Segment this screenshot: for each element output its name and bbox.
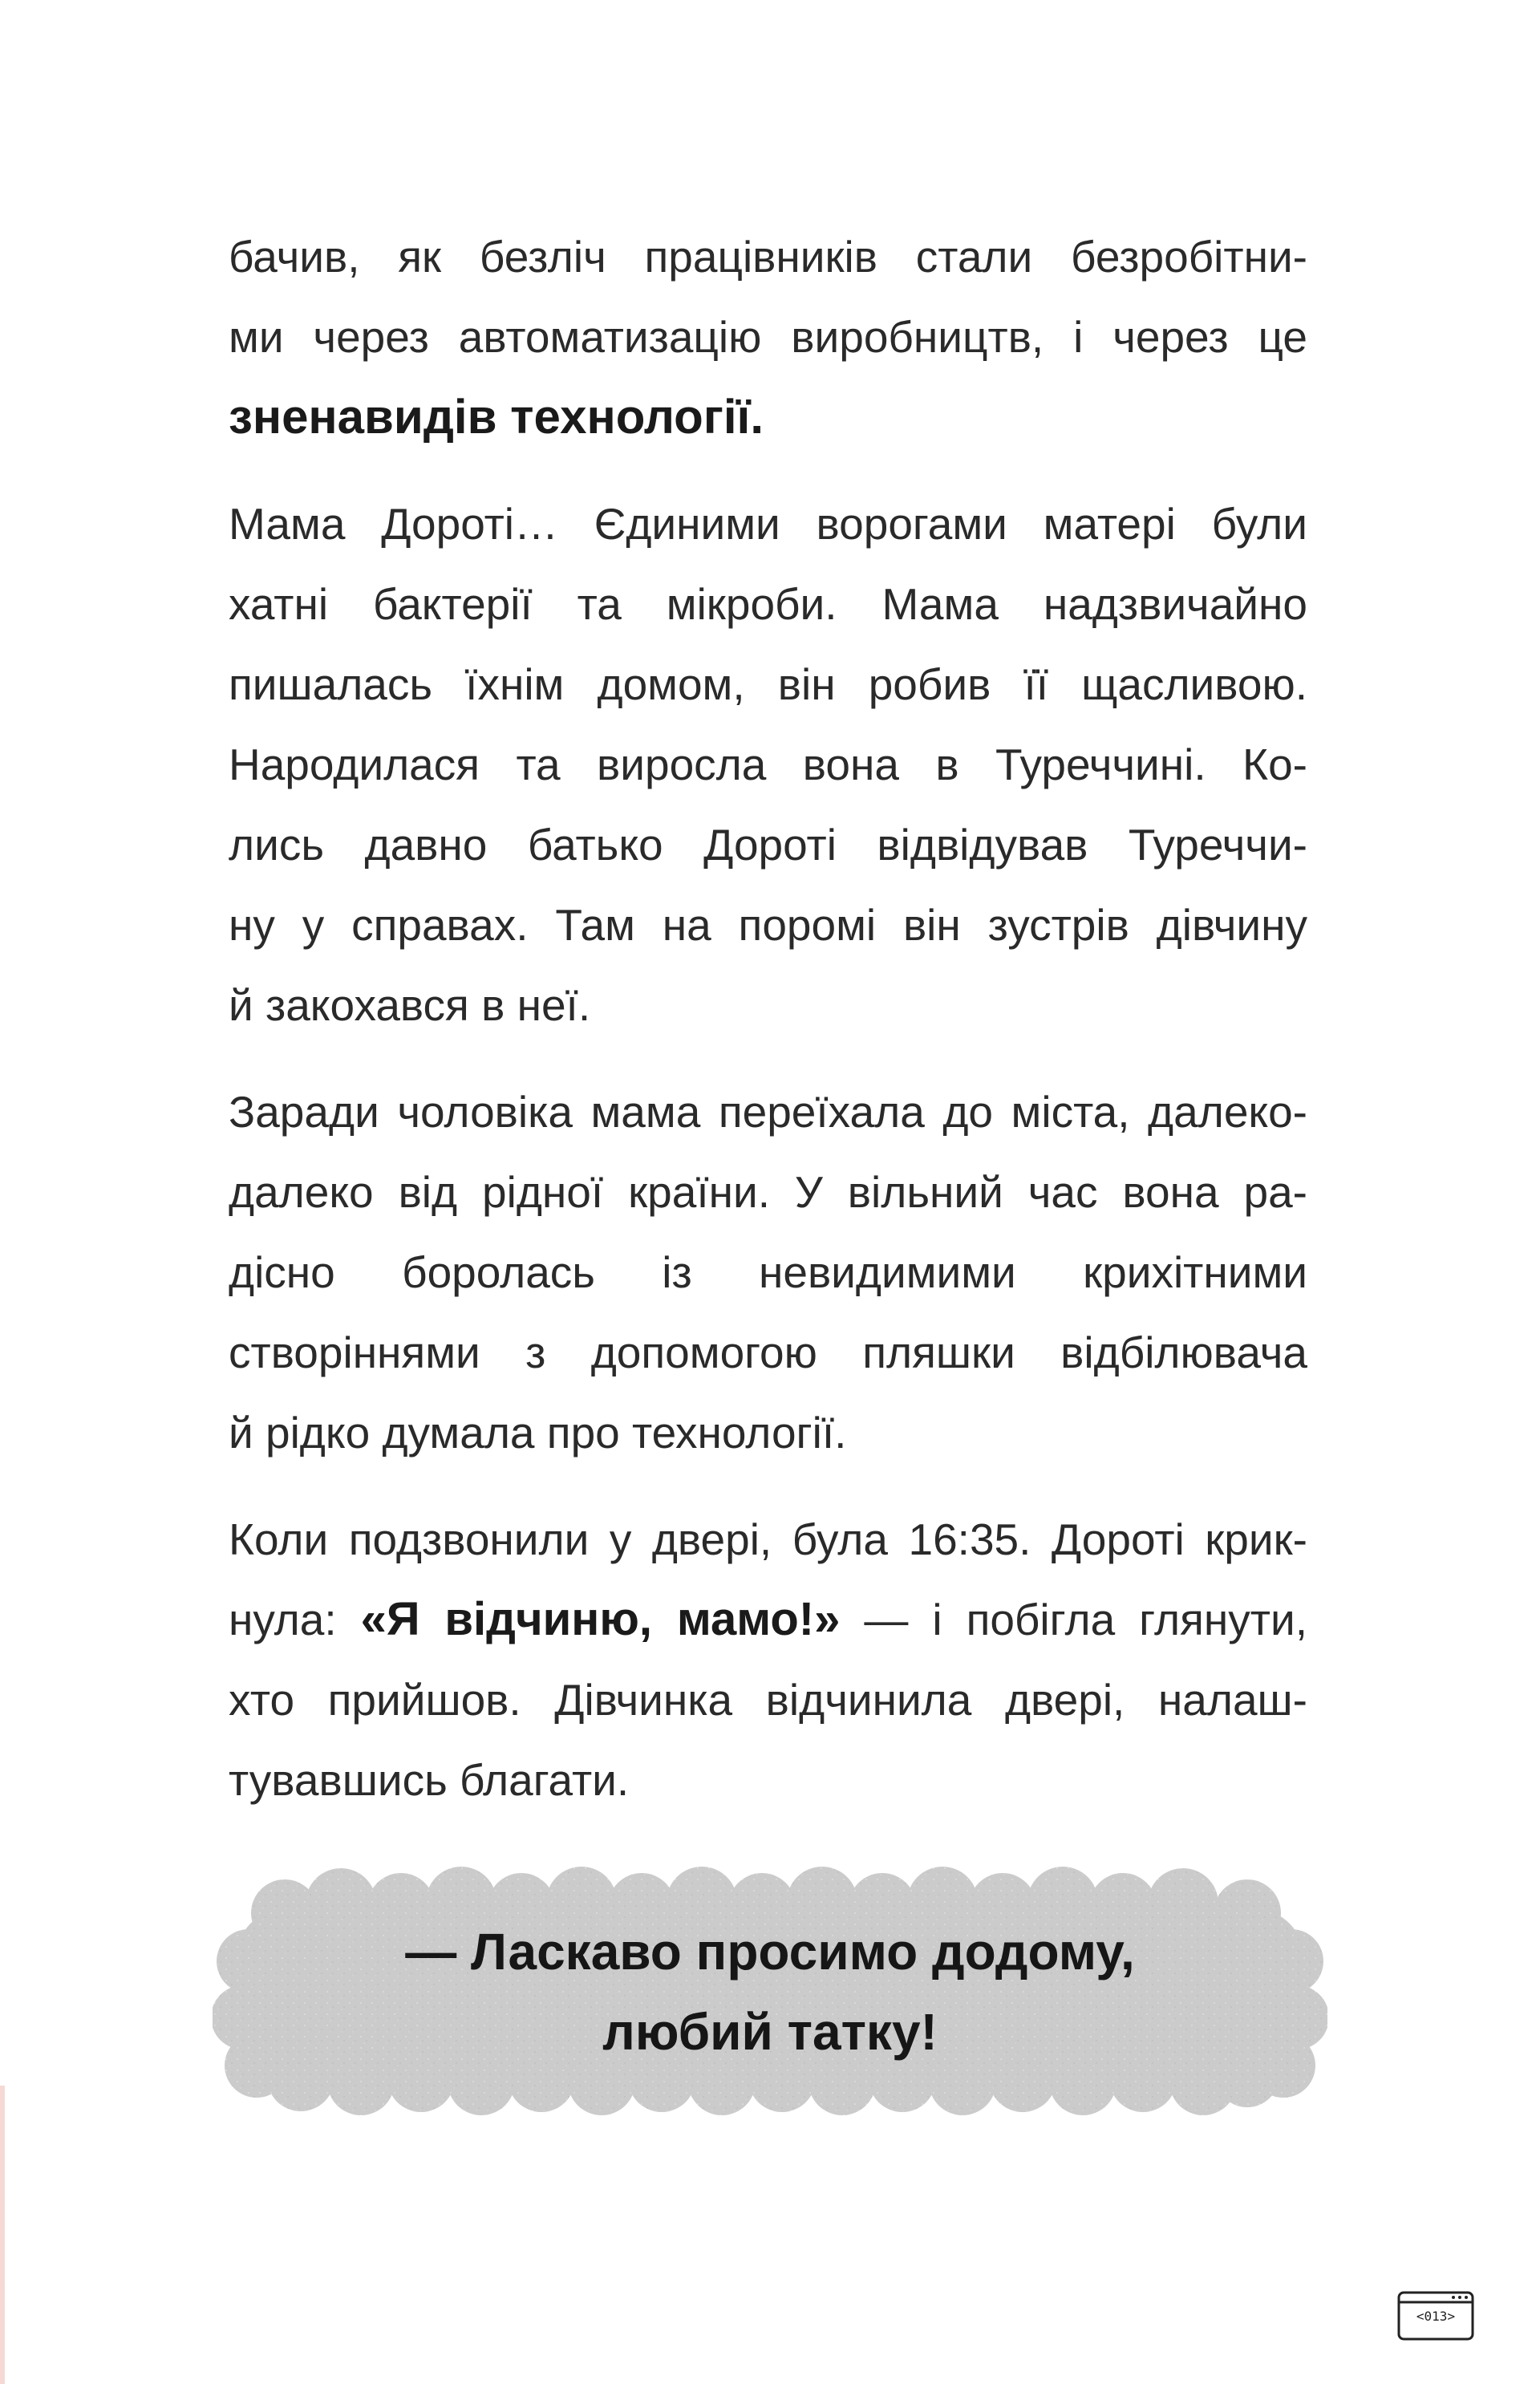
paragraph-1 xyxy=(229,217,1307,457)
text-line: хто прийшов. Дівчинка відчинила двері, налаш- xyxy=(229,1675,1307,1725)
paragraph-2 xyxy=(229,484,1307,1045)
quote-line: — Ласкаво просимо додому, xyxy=(405,1922,1135,1981)
text-line: Коли подзвонили у двері, була 16:35. Дороті крик- xyxy=(229,1514,1307,1564)
text-line: бачив, як безліч працівників стали безробітни- xyxy=(229,232,1307,282)
text-line: хатні бактерії та мікроби. Мама надзвичайно xyxy=(229,579,1307,629)
text-line: ми через автоматизацію виробництв, і через це xyxy=(229,312,1307,362)
page-edge-mark xyxy=(0,2086,5,2384)
page-number: <013> xyxy=(1416,2309,1456,2324)
text-line: ну у справах. Там на поромі він зустрів дівчину xyxy=(229,900,1307,950)
text-line: тувавшись благати. xyxy=(229,1755,630,1805)
text-line: й закохався в неї. xyxy=(229,980,591,1030)
page-number-badge xyxy=(1397,2291,1474,2341)
text-line: Мама Дороті… Єдиними ворогами матері були xyxy=(229,499,1307,549)
quote-text xyxy=(213,1865,1327,2118)
paragraph-4 xyxy=(229,1499,1307,1820)
speech-cloud xyxy=(213,1865,1327,2118)
bold-statement: зненавидів технології. xyxy=(229,390,764,444)
text-line: пишалась їхнім домом, він робив її щасливою. xyxy=(229,659,1307,709)
paragraph-3 xyxy=(229,1072,1307,1473)
text-fragment: — і побігла глянути, xyxy=(840,1595,1307,1644)
text-line: лись давно батько Дороті відвідував Туреччи- xyxy=(229,820,1307,870)
text-line-with-quote xyxy=(229,1579,1307,1660)
spoken-quote: «Я відчиню, мамо!» xyxy=(360,1593,841,1645)
text-line: й рідко думала про технології. xyxy=(229,1408,847,1458)
quote-line: любий татку! xyxy=(602,2002,938,2061)
text-line: далеко від рідної країни. У вільний час вона ра- xyxy=(229,1167,1307,1217)
text-line: Народилася та виросла вона в Туреччині. Ко- xyxy=(229,740,1307,789)
text-fragment: нула: xyxy=(229,1595,361,1644)
text-line: створіннями з допомогою пляшки відбілювача xyxy=(229,1328,1307,1377)
text-line: дісно боролась із невидимими крихітними xyxy=(229,1247,1307,1297)
body-text xyxy=(229,217,1307,1847)
text-line: Заради чоловіка мама переїхала до міста, далеко- xyxy=(229,1087,1307,1137)
